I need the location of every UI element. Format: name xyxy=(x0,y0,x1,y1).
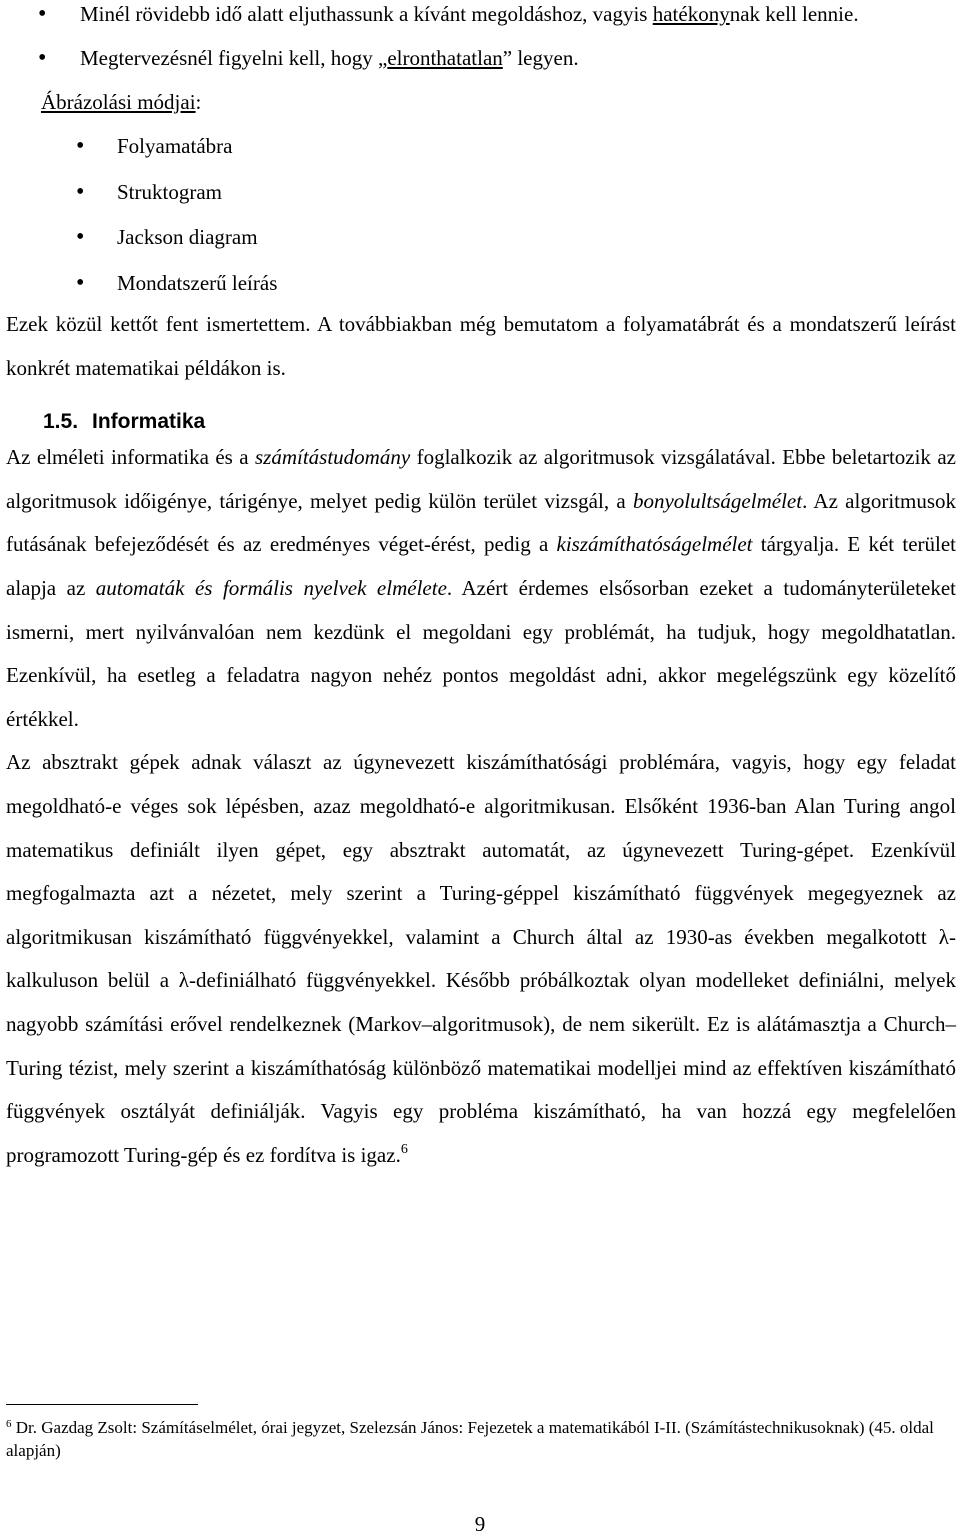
methods-label-text: Ábrázolási módjai xyxy=(41,90,196,114)
text-run: tárgyalja. E két terület alapja az xyxy=(6,532,956,600)
section-heading xyxy=(6,406,956,438)
list-text-underlined: hatékony xyxy=(652,2,730,26)
footnote-divider xyxy=(6,1404,198,1405)
italic-term: automaták és formális nyelvek elmélete xyxy=(95,575,447,600)
list-text: Megtervezésnél figyelni kell, hogy „ xyxy=(80,45,388,70)
methods-label xyxy=(6,80,956,124)
footnote-mark: 6 xyxy=(6,1418,12,1430)
text-run: . Azért érdemes elsősorban ezeket a tudományterületeket ismerni, mert nyilvánvalóan nem kezdünk el megoldani egy problémát, ha tudjuk, hogy megoldhatatlan. Ezenkívül, ha esetleg a feladatra nagyon nehéz pontos megoldást adni, akkor megelégszünk egy közelítő értékkel. xyxy=(6,575,956,731)
text-run: foglalkozik az algoritmusok vizsgálatával. Ebbe beletartozik az algoritmusok időigénye, tárigénye, melyet pedig külön terület vizsgál, a xyxy=(6,445,956,513)
footnote-text: Dr. Gazdag Zsolt: Számításelmélet, órai jegyzet, Szelezsán János: Fejezetek a matematikából I-II. (Számítástechnikusoknak) (45. oldal alapján) xyxy=(6,1418,934,1460)
footnote xyxy=(6,1416,946,1462)
methods-label-colon: : xyxy=(195,90,202,114)
page-number: 9 xyxy=(474,1512,486,1536)
methods-list xyxy=(6,124,956,306)
list-text-underlined: elronthatatlan xyxy=(387,45,503,70)
footnote-reference[interactable]: 6 xyxy=(400,1141,408,1157)
text-run: Az elméleti informatika és a xyxy=(6,445,255,470)
document-page xyxy=(6,0,956,1177)
text-run: . Az algoritmusok futásának befejeződését és az eredményes véget-érést, pedig a xyxy=(6,488,956,557)
list-item: • Struktogram xyxy=(6,170,956,216)
body-paragraph xyxy=(6,741,956,1177)
text-run: Az absztrakt gépek adnak választ az úgynevezett kiszámíthatósági problémára, vagyis, hogy egy feladat megoldható-e véges sok lépésben, azaz megoldható-e algoritmikusan. Elsőként 1936-ban Alan Turing angol matematikus definiált ilyen gépet, egy absztrakt automatát, az úgynevezett Turing-gépet. Ezenkívül megfogalmazta azt a nézetet, mely szerint a Turing-géppel kiszámítható függvények megegyeznek az algoritmikusan kiszámítható függvényekkel, valamint a Church által az 1930-as években megalkotott λ-kalkuluson belül a λ-definiálható függvényekkel. Később próbálkoztak olyan modelleket definiálni, melyek nagyobb számítási erővel rendelkeznek (Markov–algoritmusok), de nem sikerült. Ez is alátámasztja a Church–Turing tézist, mely szerint a kiszámíthatóság különböző matematikai modelljei mind az effektíven kiszámítható függvények osztályát definiálják. Vagyis egy probléma kiszámítható, ha van hozzá egy megfelelően programozott Turing-gép és ez fordítva is igaz. xyxy=(6,750,956,1167)
requirements-list xyxy=(6,0,956,80)
list-text: ” legyen. xyxy=(502,45,579,70)
italic-term: számítástudomány xyxy=(255,445,411,470)
list-text: nak kell lennie. xyxy=(729,2,859,26)
list-text: Minél rövidebb idő alatt eljuthassunk a kívánt megoldáshoz, vagyis xyxy=(80,2,653,26)
body-paragraph xyxy=(6,436,956,741)
list-item xyxy=(6,37,956,81)
italic-term: kiszámíthatóságelmélet xyxy=(556,532,753,557)
list-item xyxy=(6,0,956,37)
section-number: 1.5. xyxy=(43,410,79,434)
list-item: • Mondatszerű leírás xyxy=(6,261,956,307)
intro-paragraph: Ezek közül kettőt fent ismertettem. A továbbiakban még bemutatom a folyamatábrát és a mondatszerű leírást konkrét matematikai példákon is. xyxy=(6,312,956,380)
list-item: • Folyamatábra xyxy=(6,124,956,170)
italic-term: bonyolultságelmélet xyxy=(632,488,803,513)
list-item: • Jackson diagram xyxy=(6,215,956,261)
section-title: Informatika xyxy=(92,410,206,434)
